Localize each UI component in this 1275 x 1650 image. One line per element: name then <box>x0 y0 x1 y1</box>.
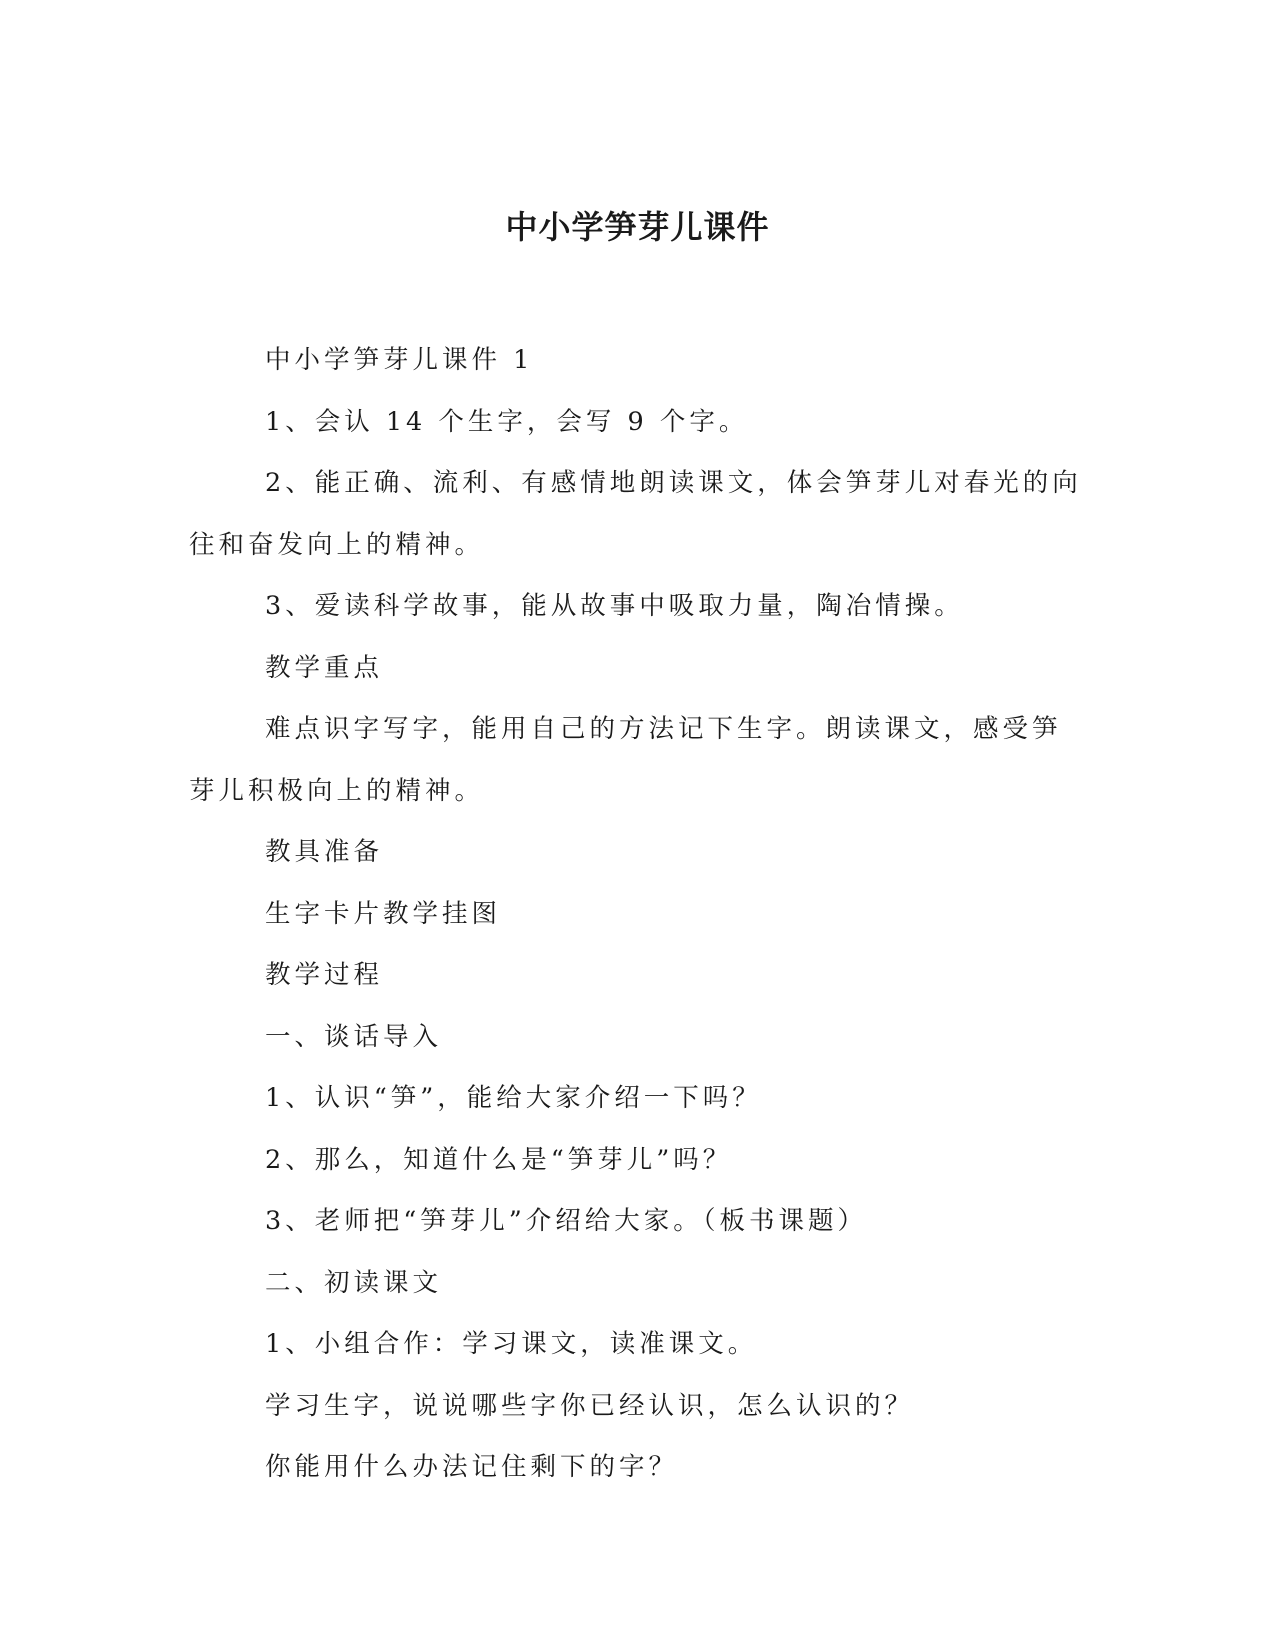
paragraph-materials: 生字卡片教学挂图 <box>265 898 502 929</box>
paragraph-section-1-item-2: 2、那么，知道什么是“笋芽儿”吗？ <box>265 1144 733 1175</box>
paragraph-section-1-item-1: 1、认识“笋”，能给大家介绍一下吗？ <box>265 1083 762 1113</box>
document-body <box>189 330 1089 1499</box>
paragraph-section-2: 二、初读课文 <box>265 1267 443 1298</box>
paragraph-goal-1: 1、会认 14 个生字，会写 9 个字。 <box>265 406 749 437</box>
paragraph-section-1-item-3: 3、老师把“笋芽儿”介绍给大家。（板书课题） <box>265 1206 868 1236</box>
paragraph-process-heading: 教学过程 <box>265 960 384 990</box>
paragraph-section-2-detail-2: 你能用什么办法记住剩下的字？ <box>265 1452 679 1482</box>
paragraph-key-points-heading: 教学重点 <box>265 652 384 683</box>
paragraph-goal-2: 2、能正确、流利、有感情地朗读课文，体会笋芽儿对春光的向往和奋发向上的精神。 <box>189 468 1082 560</box>
paragraph-section-2-detail-1: 学习生字，说说哪些字你已经认识，怎么认识的？ <box>265 1390 915 1421</box>
paragraph-key-points: 难点识字写字，能用自己的方法记下生字。朗读课文，感受笋芽儿积极向上的精神。 <box>189 714 1062 806</box>
paragraph-goal-3: 3、爱读科学故事，能从故事中吸取力量，陶冶情操。 <box>265 591 964 621</box>
paragraph-lesson-heading: 中小学笋芽儿课件 1 <box>265 345 534 375</box>
paragraph-materials-heading: 教具准备 <box>265 837 384 867</box>
document-title: 中小学笋芽儿课件 <box>505 208 770 246</box>
paragraph-section-1: 一、谈话导入 <box>265 1021 443 1052</box>
paragraph-section-2-item-1: 1、小组合作：学习课文，读准课文。 <box>265 1329 758 1359</box>
